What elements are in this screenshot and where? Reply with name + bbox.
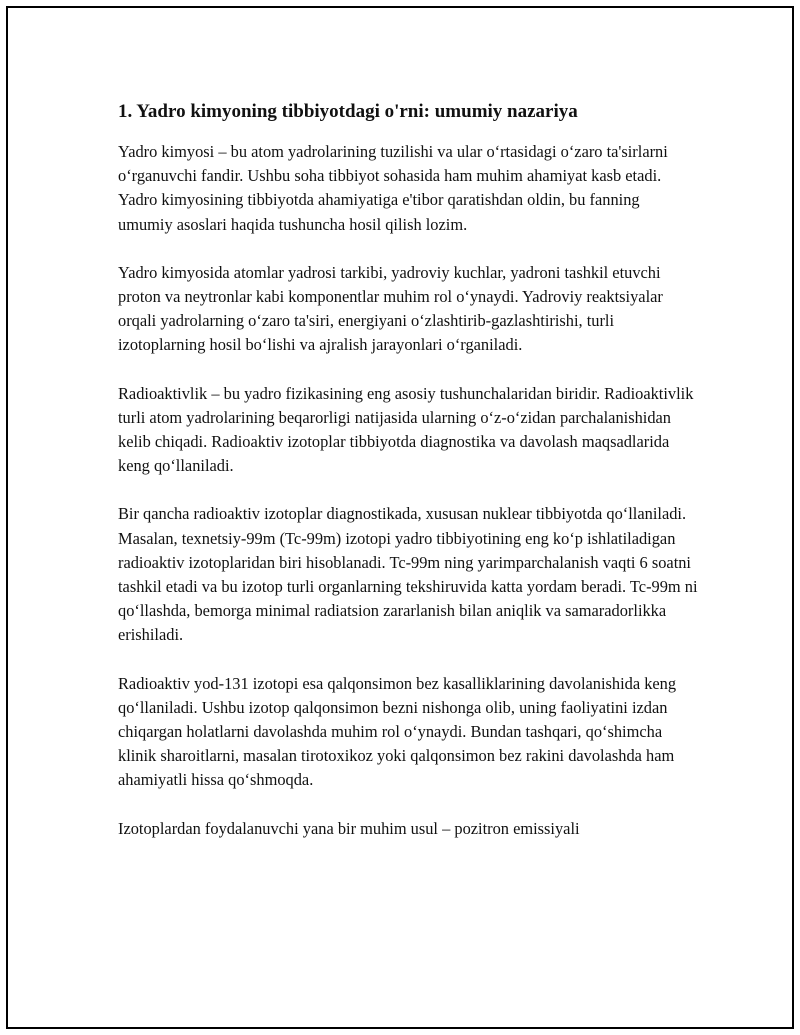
paragraph-radioactivity: Radioaktivlik – bu yadro fizikasining eng asosiy tushunchalaridan biridir. Radioaktivlik turli atom yadrolarining beqarorligi natijasida ularning oʻz-oʻzidan parchalanishidan kelib chiqadi. Radioaktiv izotoplar tibbiyotda diagnostika va davolash maqsadlarida keng qoʻllaniladi.	[118, 383, 694, 476]
paragraph-nuclear-structure: Yadro kimyosida atomlar yadrosi tarkibi, yadroviy kuchlar, yadroni tashkil etuvchi proton va neytronlar kabi komponentlar muhim rol oʻynaydi. Yadroviy reaktsiyalar orqali yadrolarning oʻzaro ta'siri, energiyani oʻzlashtirib-gazlashtirishi, turli izotoplarning hosil boʻlishi va ajralish jarayonlari oʻrganiladi.	[118, 262, 663, 355]
section-heading: 1. Yadro kimyoning tibbiyotdagi o'rni: umumiy nazariya	[118, 101, 578, 122]
document-body	[118, 100, 698, 865]
paragraph-pet-intro: Izotoplardan foydalanuvchi yana bir muhim usul – pozitron emissiyali	[118, 818, 580, 838]
paragraph-nuclear-chemistry-intro: Yadro kimyosi – bu atom yadrolarining tuzilishi va ular oʻrtasidagi oʻzaro ta'sirlarni oʻrganuvchi fandir. Ushbu soha tibbiyot sohasida ham muhim ahamiyat kasb etadi. Yadro kimyosining tibbiyotda ahamiyatiga e'tibor qaratishdan oldin, bu fanning umumiy asoslari haqida tushuncha hosil qilish lozim.	[118, 142, 668, 234]
paragraph-iodine-131: Radioaktiv yod-131 izotopi esa qalqonsimon bez kasalliklarining davolanishida keng qoʻllaniladi. Ushbu izotop qalqonsimon bezni nishonga olib, uning faoliyatini izdan chiqargan holatlarni davolashda muhim rol oʻynaydi. Bundan tashqari, qoʻshimcha klinik sharoitlarni, masalan tirotoxikoz yoki qalqonsimon bez rakini davolashda ham ahamiyatli hissa qoʻshmoqda.	[118, 673, 677, 790]
paragraph-technetium: Bir qancha radioaktiv izotoplar diagnostikada, xususan nuklear tibbiyotda qoʻllaniladi. Masalan, texnetsiy-99m (Tc-99m) izotopi yadro tibbiyotining eng koʻp ishlatiladigan radioaktiv izotoplaridan biri hisoblanadi. Tc-99m ning yarimparchalanish vaqti 6 soatni tashkil etadi va bu izotop turli organlarning tekshiruvida katta yordam beradi. Tc-99m ni qoʻllashda, bemorga minimal radiatsion zararlanish bilan aniqlik va samaradorlikka erishiladi.	[118, 504, 698, 645]
document-page	[6, 6, 794, 1029]
